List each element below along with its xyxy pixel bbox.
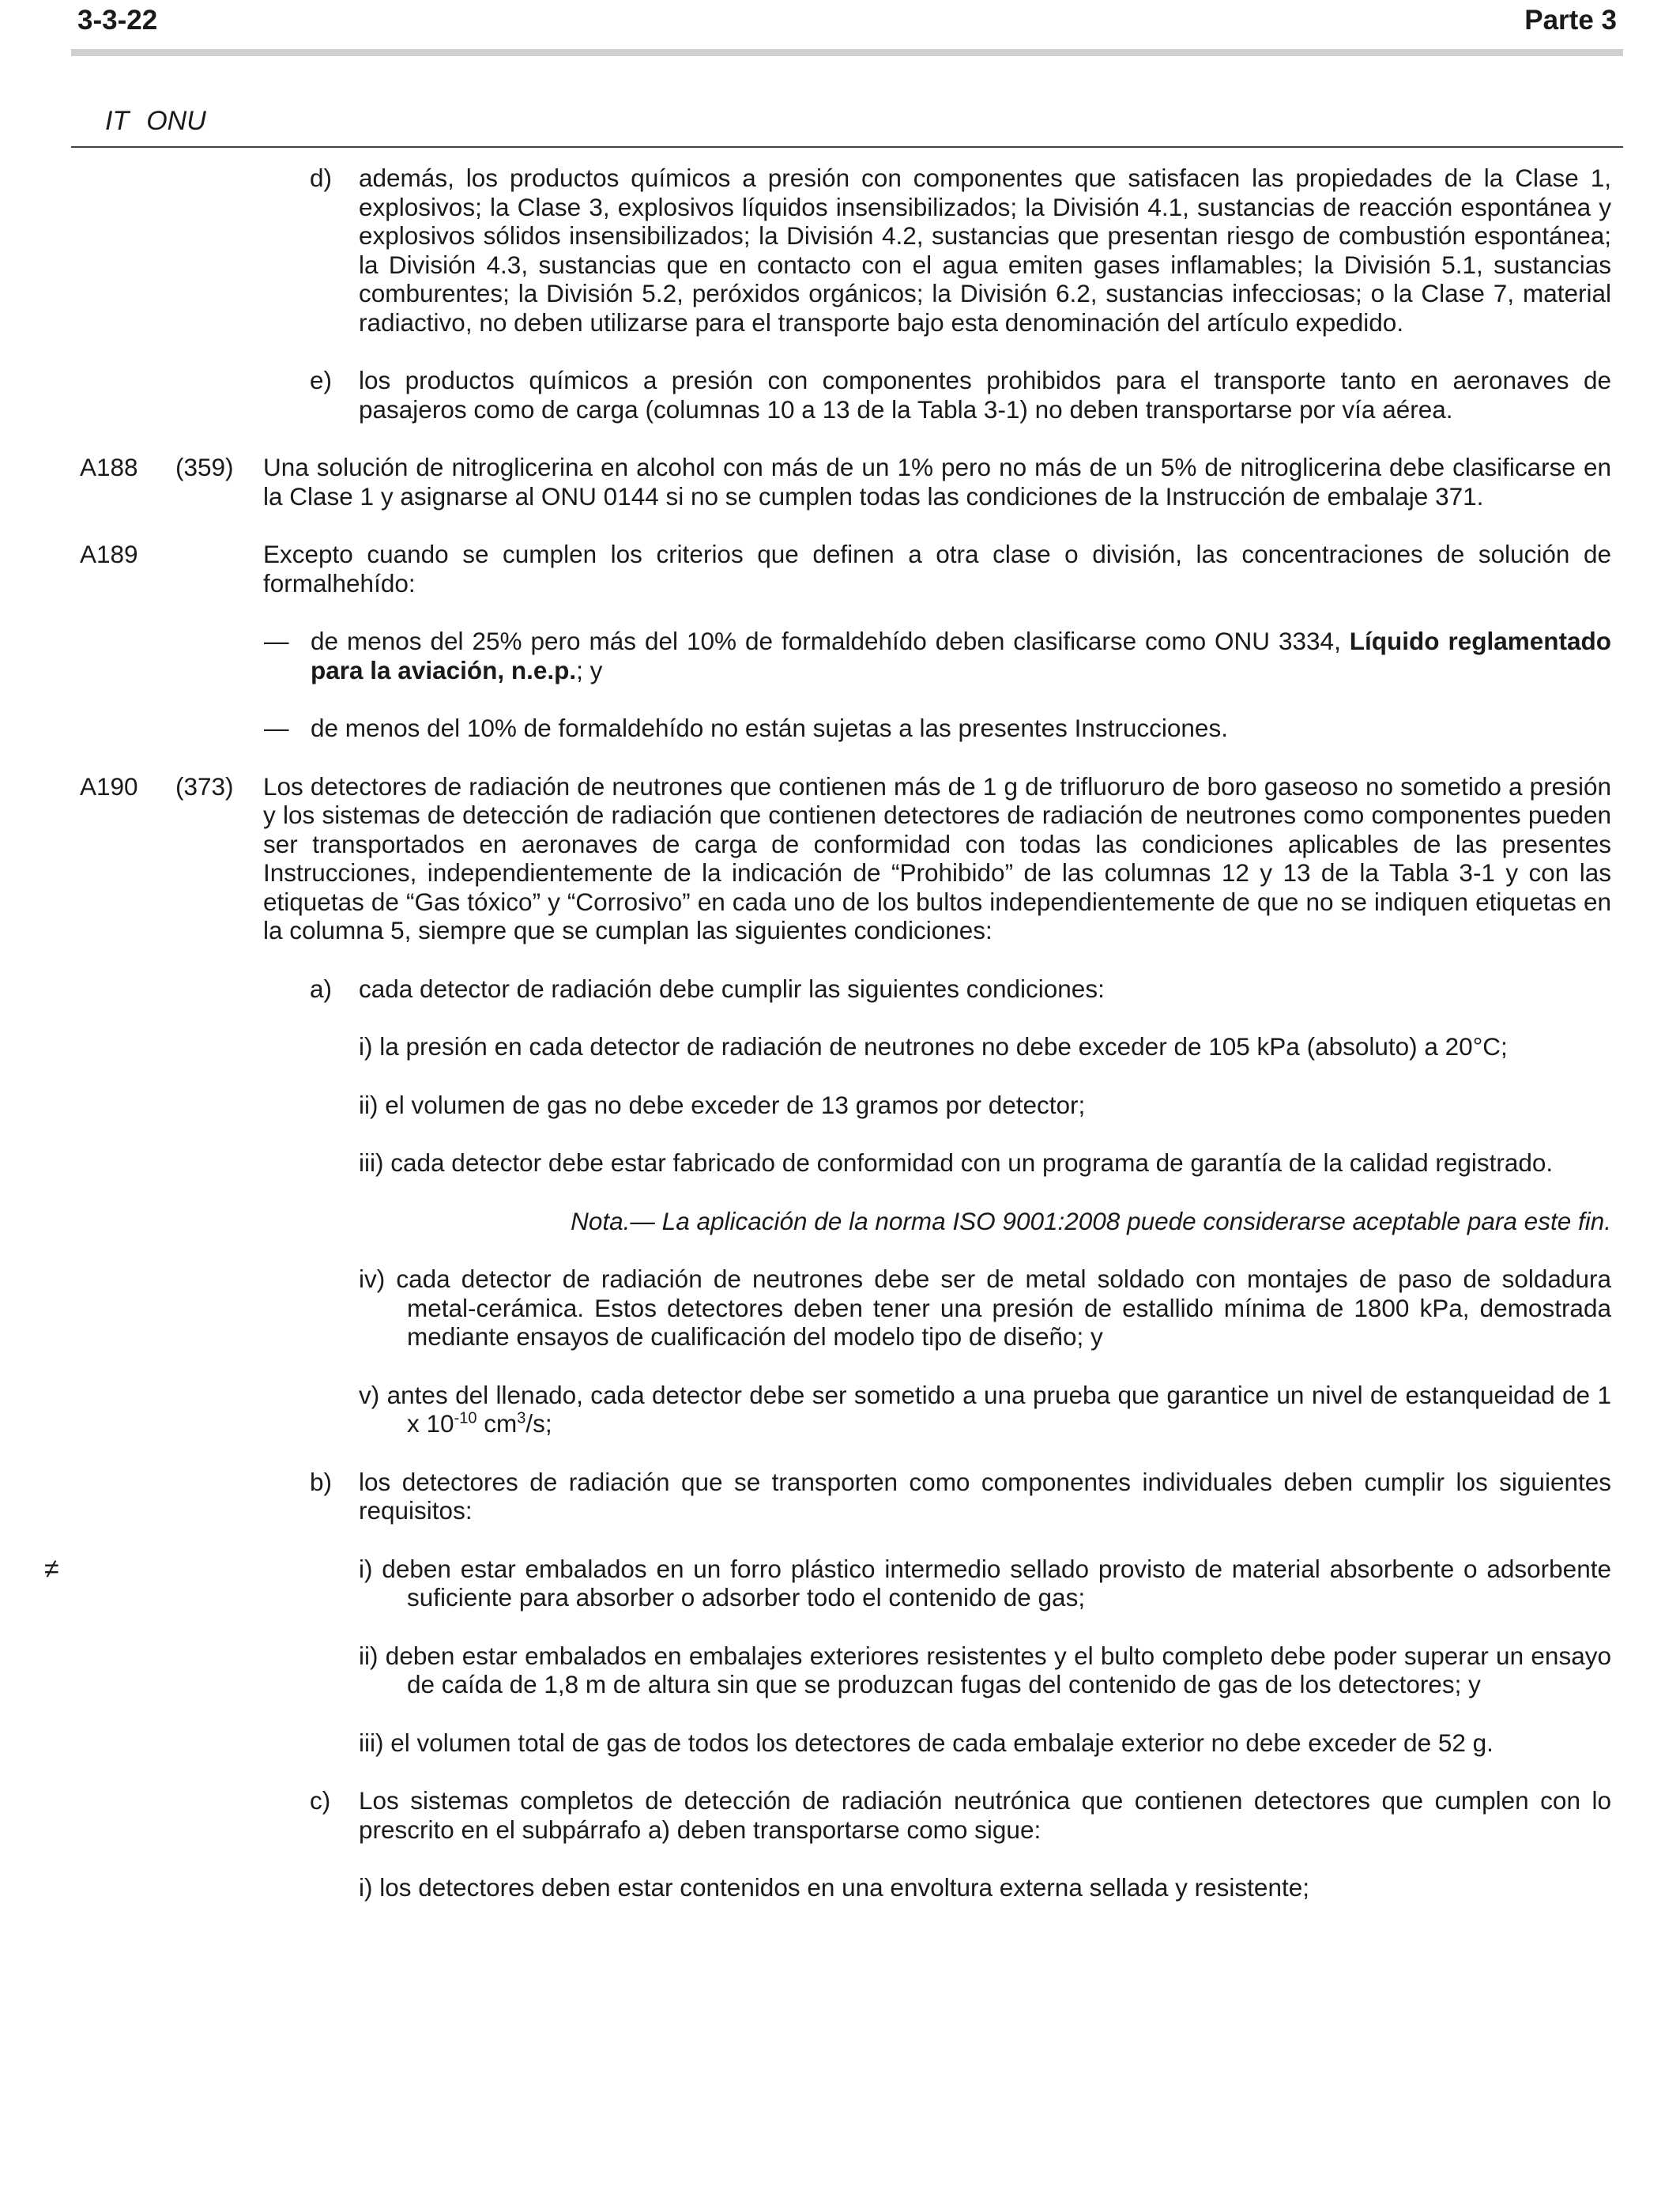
- column-rule: [71, 146, 1623, 148]
- provision-a190: [0, 772, 1680, 945]
- item-label: a): [310, 974, 333, 1003]
- superscript: -10: [454, 1409, 477, 1427]
- sub-item-a-iv: [359, 1265, 1611, 1351]
- item-label: e): [310, 366, 333, 394]
- item-text: iv) cada detector de radiación de neutrones debe ser de metal soldado con montajes de paso de soldadura metal-cerámica. Estos detectores deben tener una presión de estallido mínima de 1800 kPa, demostrada mediante ensayos de cualificación del modelo tipo de diseño; y: [359, 1265, 1611, 1351]
- provision-a189: [0, 540, 1680, 598]
- dash-item-1: [264, 627, 1611, 684]
- item-text: i) los detectores deben estar contenidos en una envoltura externa sellada y resistente;: [359, 1873, 1309, 1902]
- list-item-b: [310, 1467, 1611, 1525]
- text-run: cm: [477, 1409, 518, 1438]
- change-mark: ≠: [44, 1553, 59, 1584]
- document-body: [0, 164, 1680, 1902]
- provision-code: A190: [80, 771, 138, 801]
- item-label: c): [310, 1786, 331, 1815]
- note: Nota.— La aplicación de la norma ISO 9001:2008 puede considerarse aceptable para este fin.: [571, 1206, 1611, 1235]
- item-text: iii) el volumen total de gas de todos los detectores de cada embalaje exterior no debe exceder de 52 g.: [359, 1728, 1494, 1757]
- provision-a188: [0, 453, 1680, 511]
- shipping-name: Líquido reglamentado para la aviación, n.e.p.: [311, 627, 1611, 684]
- list-item-c: [310, 1786, 1611, 1844]
- column-heading-onu: ONU: [146, 106, 206, 136]
- page-header: [71, 5, 1623, 40]
- sub-item-a-iii: [359, 1148, 1611, 1178]
- list-item-a: [310, 974, 1611, 1004]
- dash-mark: —: [264, 714, 289, 742]
- page-number: 3-3-22: [77, 5, 158, 36]
- sub-item-c-i: [359, 1873, 1611, 1902]
- un-reference: (373): [175, 771, 234, 801]
- column-headings: [105, 106, 224, 137]
- sub-item-b-i: [44, 1553, 1611, 1612]
- item-text: cada detector de radiación debe cumplir las siguientes condiciones:: [359, 974, 1105, 1003]
- item-label: d): [310, 164, 333, 192]
- item-text: Los sistemas completos de detección de radiación neutrónica que contienen detectores que cumplen con lo prescrito en el subpárrafo a) deben transportarse como sigue:: [359, 1786, 1611, 1844]
- item-label: b): [310, 1467, 333, 1496]
- provision-text: Una solución de nitroglicerina en alcohol con más de un 1% pero no más de un 5% de nitroglicerina debe clasificarse en la Clase 1 y asignarse al ONU 0144 si no se cumplen todas las condiciones de la Instrucción de embalaje 371.: [263, 453, 1611, 511]
- text-run: /s;: [525, 1409, 552, 1438]
- list-item-d: [310, 164, 1611, 337]
- item-text: de menos del 10% de formaldehído no están sujetas a las presentes Instrucciones.: [311, 714, 1228, 742]
- item-text: los detectores de radiación que se transporten como componentes individuales deben cumplir los siguientes requisitos:: [359, 1467, 1611, 1525]
- dash-item-2: [264, 714, 1611, 743]
- item-text: i) deben estar embalados en un forro plástico intermedio sellado provisto de material absorbente o adsorbente suficiente para absorber o adsorber todo el contenido de gas;: [359, 1554, 1611, 1612]
- part-label: Parte 3: [1524, 5, 1617, 36]
- sub-item-b-iii: [359, 1728, 1611, 1758]
- item-text: además, los productos químicos a presión con componentes que satisfacen las propiedades de la Clase 1, explosivos; la Clase 3, explosivos líquidos insensibilizados; la División 4.1, sustancias de reacción espontánea y explosivos sólidos insensibilizados; la División 4.2, sustancias que presentan riesgo de combustión espontánea; la División 4.3, sustancias que en contacto con el agua emiten gases inflamables; la División 5.1, sustancias comburentes; la División 5.2, peróxidos orgánicos; la División 6.2, sustancias infecciosas; o la Clase 7, material radiactivo, no deben utilizarse para el transporte bajo esta denominación del artículo expedido.: [359, 164, 1611, 337]
- item-text: iii) cada detector debe estar fabricado de conformidad con un programa de garantía de la calidad registrado.: [359, 1148, 1554, 1177]
- sub-item-b-ii: [359, 1642, 1611, 1699]
- dash-mark: —: [264, 627, 289, 655]
- sub-item-a-ii: [359, 1091, 1611, 1120]
- provision-text: Excepto cuando se cumplen los criterios que definen a otra clase o división, las concentraciones de solución de formalhehído:: [263, 540, 1611, 598]
- text-run: v) antes del llenado, cada detector debe ser sometido a una prueba que garantice un nivel de estanqueidad de 1 x 10: [359, 1380, 1611, 1438]
- item-text: los productos químicos a presión con componentes prohibidos para el transporte tanto en aeronaves de pasajeros como de carga (columnas 10 a 13 de la Tabla 3-1) no deben transportarse por vía aérea.: [359, 366, 1611, 424]
- list-item-e: [310, 366, 1611, 424]
- text-run: ; y: [576, 655, 603, 684]
- sub-item-a-v: [359, 1381, 1611, 1438]
- superscript: 3: [517, 1409, 526, 1427]
- column-heading-it: IT: [105, 106, 130, 136]
- header-rule: [71, 49, 1623, 56]
- provision-text: Los detectores de radiación de neutrones que contienen más de 1 g de trifluoruro de boro gaseoso no sometido a presión y los sistemas de detección de radiación que contienen detectores de radiación de neutrones como componentes pueden ser transportados en aeronaves de carga de conformidad con todas las condiciones aplicables de las presentes Instrucciones, independientemente de la indicación de “Prohibido” de las columnas 12 y 13 de la Tabla 3-1 y con las etiquetas de “Gas tóxico” y “Corrosivo” en cada uno de los bultos independientemente de que no se indiquen etiquetas en la columna 5, siempre que se cumplan las siguientes condiciones:: [263, 771, 1611, 944]
- sub-item-a-i: [359, 1032, 1611, 1061]
- provision-code: A188: [80, 453, 138, 481]
- provision-code: A189: [80, 540, 138, 568]
- text-run: de menos del 25% pero más del 10% de formaldehído deben clasificarse como ONU 3334,: [311, 627, 1350, 655]
- un-reference: (359): [175, 453, 234, 481]
- item-text: [359, 1381, 1611, 1438]
- item-text: ii) el volumen de gas no debe exceder de 13 gramos por detector;: [359, 1090, 1086, 1119]
- item-text: i) la presión en cada detector de radiación de neutrones no debe exceder de 105 kPa (absoluto) a 20°C;: [359, 1032, 1508, 1061]
- item-text: [311, 627, 1611, 684]
- item-text: ii) deben estar embalados en embalajes exteriores resistentes y el bulto completo debe poder superar un ensayo de caída de 1,8 m de altura sin que se produzcan fugas del contenido de gas de los detectores; y: [359, 1641, 1611, 1698]
